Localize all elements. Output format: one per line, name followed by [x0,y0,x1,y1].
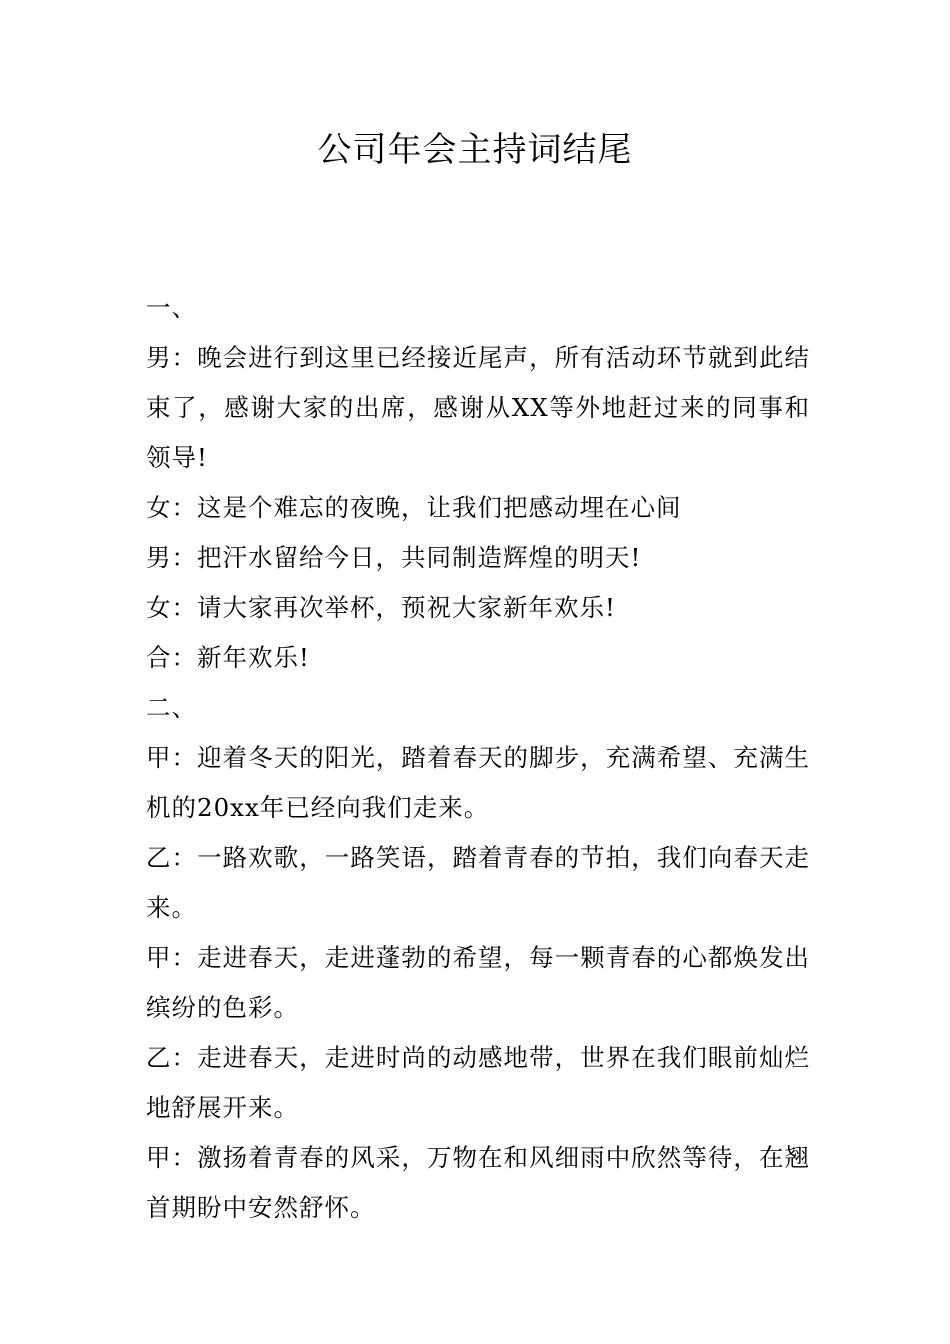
section-heading-2: 二、 [146,693,197,722]
dialogue-line: 乙：走进春天，走进时尚的动感地带，世界在我们眼前灿烂地舒展开来。 [146,1043,810,1122]
dialogue-line: 甲：迎着冬天的阳光，踏着春天的脚步，充满希望、充满生机的20xx年已经向我们走来。 [146,743,810,822]
section-heading-1: 一、 [146,293,197,322]
dialogue-line: 男：把汗水留给今日，共同制造辉煌的明天! [146,543,642,572]
dialogue-line: 男：晚会进行到这里已经接近尾声，所有活动环节就到此结束了，感谢大家的出席，感谢从XX等外地赶过来的同事和领导! [146,343,810,472]
document-title: 公司年会主持词结尾 [317,130,633,170]
dialogue-line: 合：新年欢乐! [146,643,310,672]
dialogue-line: 女：这是个难忘的夜晚，让我们把感动埋在心间 [146,493,682,522]
dialogue-line: 甲：激扬着青春的风采，万物在和风细雨中欣然等待，在翘首期盼中安然舒怀。 [146,1143,810,1222]
dialogue-line: 女：请大家再次举杯，预祝大家新年欢乐! [146,593,616,622]
document-body [146,283,810,1233]
dialogue-line: 乙：一路欢歌，一路笑语，踏着青春的节拍，我们向春天走来。 [146,843,810,922]
dialogue-line: 甲：走进春天，走进蓬勃的希望，每一颗青春的心都焕发出缤纷的色彩。 [146,943,810,1022]
